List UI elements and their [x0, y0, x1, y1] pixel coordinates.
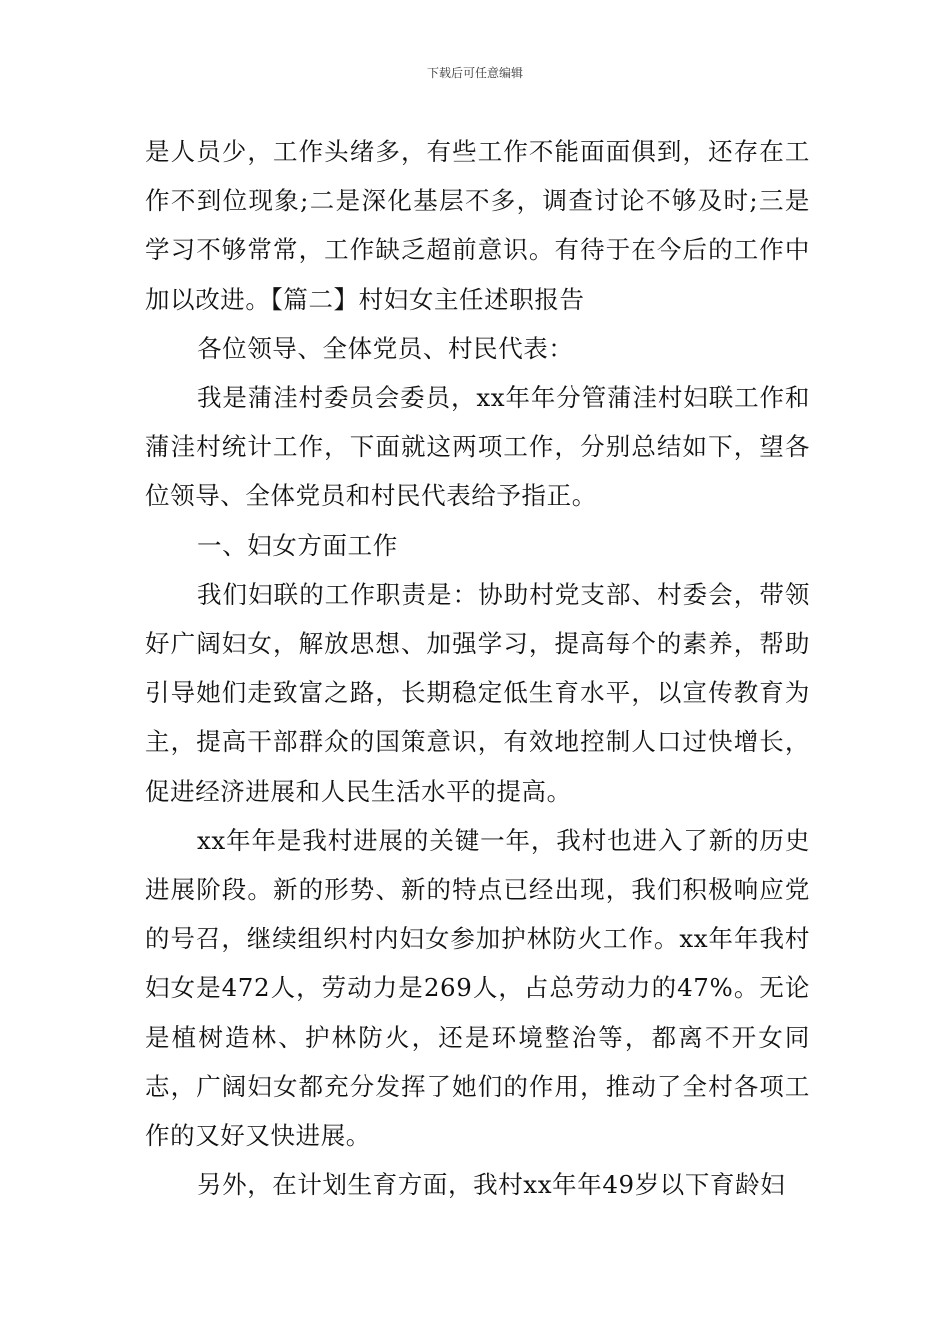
- paragraph-continuation: 是人员少，工作头绪多，有些工作不能面面俱到，还存在工作不到位现象;二是深化基层不多，调查讨论不够及时;三是学习不够常常，工作缺乏超前意识。有待于在今后的工作中加以改进。【篇二】村妇女主任述职报告: [145, 137, 810, 314]
- paragraph-duties: 我们妇联的工作职责是：协助村党支部、村委会，带领好广阔妇女，解放思想、加强学习，提高每个的素养，帮助引导她们走致富之路，长期稳定低生育水平，以宣传教育为主，提高干部群众的国策意识，有效地控制人口过快增长，促进经济进展和人民生活水平的提高。: [145, 579, 810, 806]
- paragraph-year-summary: xx年年是我村进展的关键一年，我村也进入了新的历史进展阶段。新的形势、新的特点已经出现，我们积极响应党的号召，继续组织村内妇女参加护林防火工作。xx年年我村妇女是472人，劳动力是269人，占总劳动力的47%。无论是植树造林、护林防火，还是环境整治等，都离不开女同志，广阔妇女都充分发挥了她们的作用，推动了全村各项工作的又好又快进展。: [145, 825, 810, 1151]
- page-header-note: 下载后可任意编辑: [426, 66, 523, 80]
- paragraph-salutation: 各位领导、全体党员、村民代表：: [197, 333, 574, 363]
- paragraph-family-planning: 另外，在计划生育方面，我村xx年年49岁以下育龄妇: [197, 1170, 786, 1200]
- section-heading-women-work: 一、妇女方面工作: [197, 530, 398, 560]
- paragraph-introduction: 我是蒲洼村委员会委员，xx年年分管蒲洼村妇联工作和蒲洼村统计工作，下面就这两项工作，分别总结如下，望各位领导、全体党员和村民代表给予指正。: [145, 383, 810, 511]
- document-body: [145, 127, 810, 1209]
